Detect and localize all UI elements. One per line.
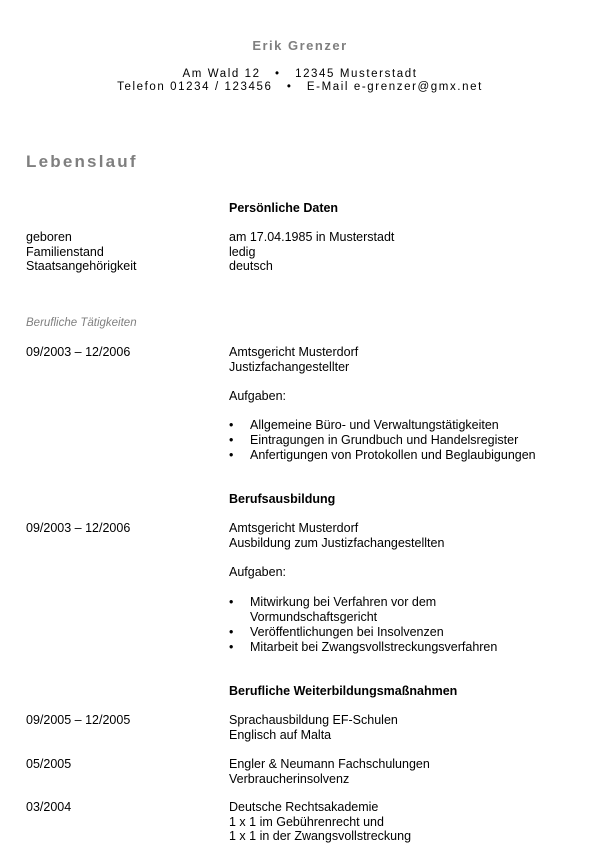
career-employer: Amtsgericht Musterdorf [229,345,359,359]
bullet-icon: • [229,433,234,447]
list-item: • Mitwirkung bei Verfahren vor dem Vormundschaftsgericht [229,595,437,624]
education-period-2: 05/2005 [26,757,72,771]
list-item: • Mitarbeit bei Zwangsvollstreckungsverfahren [229,640,498,654]
education-line: 1 x 1 in der Zwangsvollstreckung [229,829,412,843]
personal-data-heading: Persönliche Daten [229,201,339,215]
training-heading: Berufsausbildung [229,492,336,506]
bullet-icon: • [229,595,234,609]
list-item: • Anfertigungen von Protokollen und Beglaubigungen [229,448,536,462]
training-tasks-label: Aufgaben: [229,565,286,579]
training-task-list [229,595,497,655]
bullet-icon: • [229,640,234,654]
training-position: Ausbildung zum Justizfachangestellten [229,535,445,550]
career-task-list [229,418,536,463]
career-position: Justizfachangestellter [229,359,350,374]
personal-label-born: geboren [26,230,72,244]
education-line: Deutsche Rechtsakademie [229,800,379,814]
personal-value-born: am 17.04.1985 in Musterstadt [229,230,395,244]
list-item: • Allgemeine Büro- und Verwaltungstätigkeiten [229,418,499,432]
education-line: 1 x 1 im Gebührenrecht und [229,814,384,829]
career-tasks-label: Aufgaben: [229,389,286,403]
contact-line: Telefon 01234 / 123456 • E-Mail e-grenzer@gmx.net [117,81,483,93]
list-item: • Eintragungen in Grundbuch und Handelsregister [229,433,519,447]
document-title: Lebenslauf [26,152,138,171]
personal-value-nationality: deutsch [229,259,273,273]
education-line: Englisch auf Malta [229,727,332,742]
bullet-icon: • [229,448,234,462]
education-line: Engler & Neumann Fachschulungen [229,757,430,771]
training-employer: Amtsgericht Musterdorf [229,521,359,535]
address-line: Am Wald 12 • 12345 Musterstadt [182,68,418,80]
list-item: • Veröffentlichungen bei Insolvenzen [229,625,444,639]
bullet-icon: • [229,418,234,432]
personal-label-nationality: Staatsangehörigkeit [26,259,137,273]
career-period: 09/2003 – 12/2006 [26,345,131,359]
personal-value-marital: ledig [229,244,256,259]
education-line: Verbraucherinsolvenz [229,771,350,786]
personal-label-marital: Familienstand [26,244,104,259]
applicant-name: Erik Grenzer [252,38,348,53]
further-education-heading: Berufliche Weiterbildungsmaßnahmen [229,684,458,698]
bullet-icon: • [229,625,234,639]
education-line: Sprachausbildung EF-Schulen [229,713,398,727]
training-period: 09/2003 – 12/2006 [26,521,131,535]
education-period-3: 03/2004 [26,800,72,814]
education-period-1: 09/2005 – 12/2005 [26,713,131,727]
career-section-label: Berufliche Tätigkeiten [26,317,137,329]
